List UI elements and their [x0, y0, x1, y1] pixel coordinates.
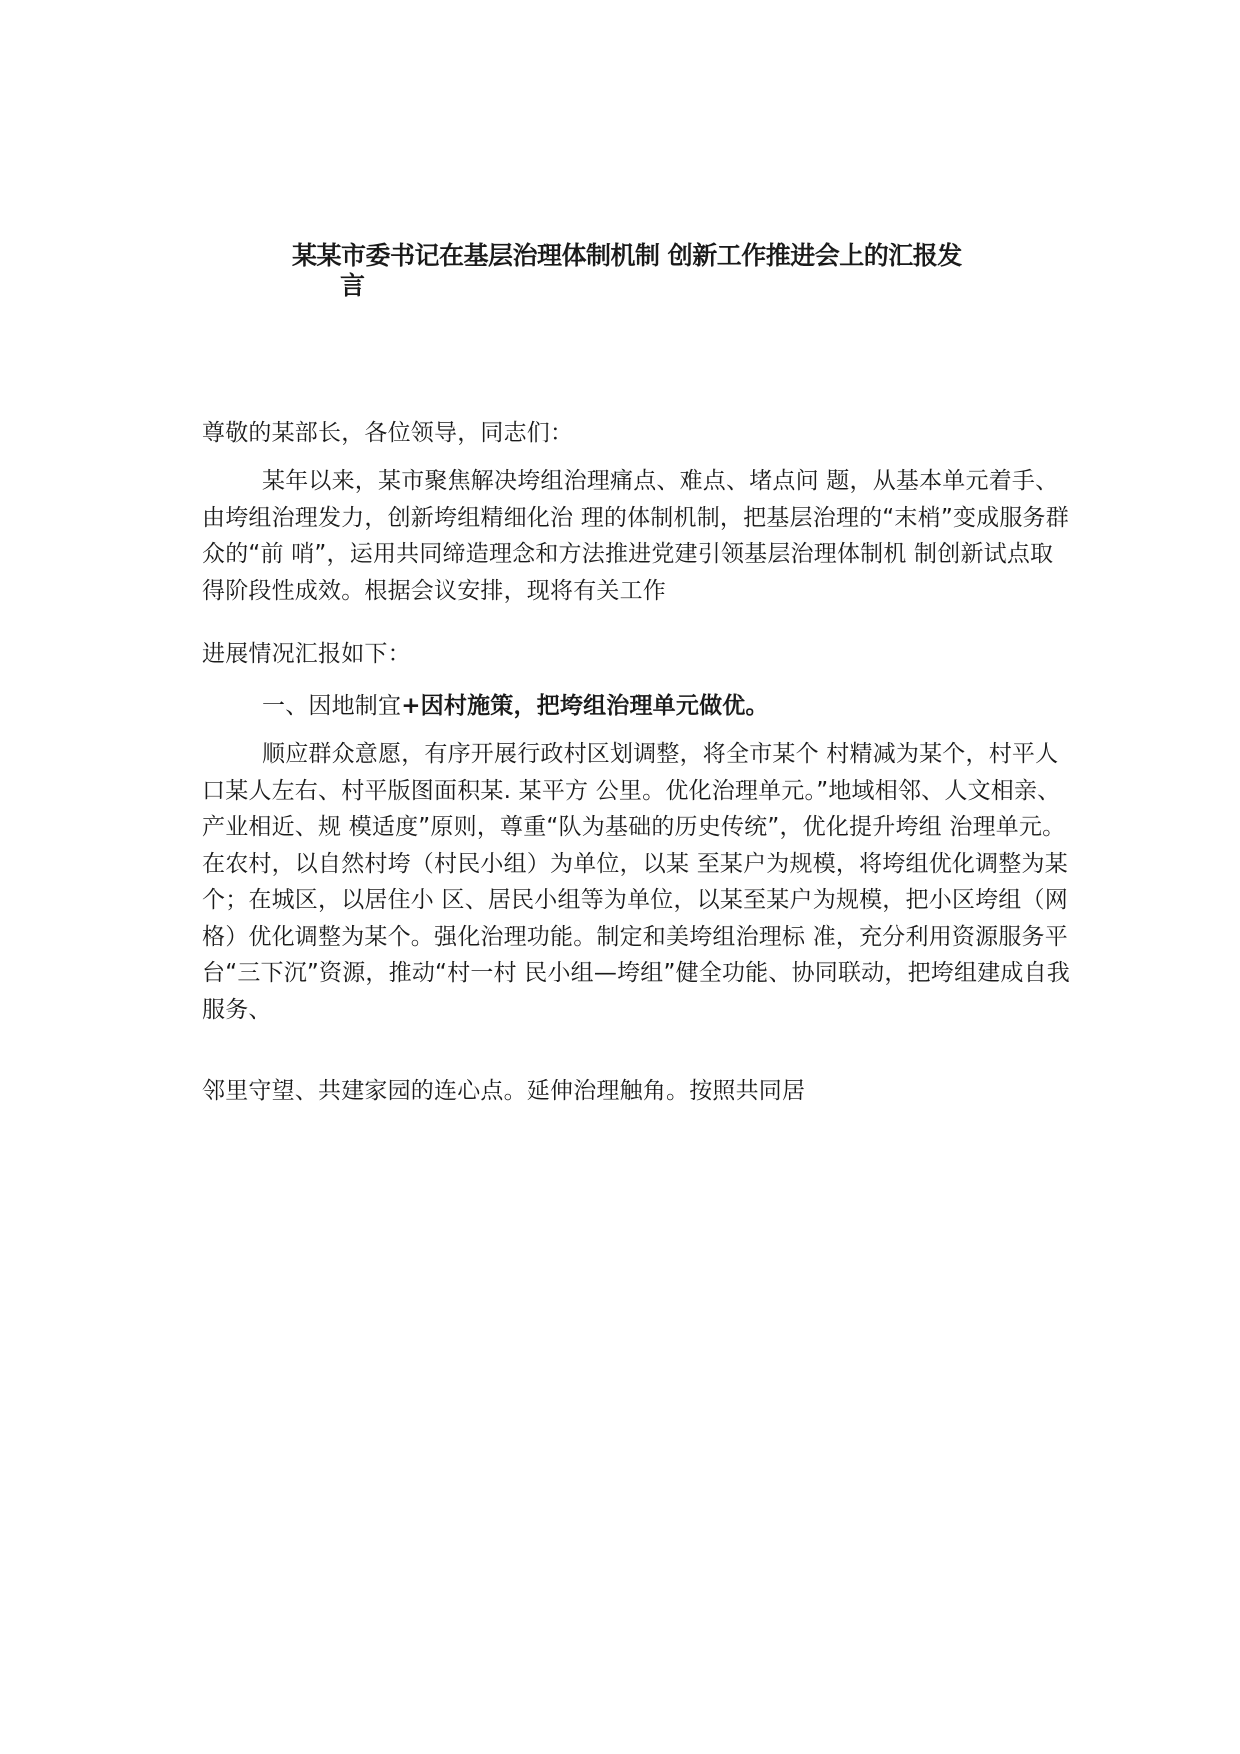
section-1-paragraph: 顺应群众意愿，有序开展行政村区划调整，将全市某个 村精减为某个，村平人口某人左右、村平版图面积某. 某平方 公里。优化治理单元。”地域相邻、人文相亲、产业相近、规 模适度”原则，尊重“队为基础的历史传统”，优化提升垮组 治理单元。在农村，以自然村垮（村民小组）为单位，以某 至某户为规模，将垮组优化调整为某个；在城区，以居住小 区、居民小组等为单位，以某至某户为规模，把小区垮组（网 格）优化调整为某个。强化治理功能。制定和美垮组治理标 准，充分利用资源服务平台“三下沉”资源，推动“村一村 民小组—垮组”健全功能、协同联动，把垮组建成自我服务、: [202, 741, 1070, 1023]
document-title-continuation: 言: [340, 271, 366, 300]
intro-paragraph: 某年以来，某市聚焦解决垮组治理痛点、难点、堵点问 题，从基本单元着手、由垮组治理发力，创新垮组精细化治 理的体制机制，把基层治理的“末梢”变成服务群众的“前 哨”，运用共同缔造理念和方法推进党建引领基层治理体制机 制创新试点取得阶段性成效。根据会议安排，现将有关工作: [202, 468, 1069, 604]
salutation: 尊敬的某部长，各位领导，同志们：: [202, 420, 574, 446]
section-1-tail: 邻里守望、共建家园的连心点。延伸治理触角。按照共同居: [202, 1078, 806, 1104]
section-heading-prefix: 一、因地制宜: [262, 693, 402, 719]
section-heading-bold: +因村施策，把垮组治理单元做优。: [401, 693, 769, 719]
document-title: 某某市委书记在基层治理体制机制 创新工作推进会上的汇报发: [292, 241, 962, 270]
intro-paragraph-tail: 进展情况汇报如下：: [202, 641, 411, 667]
section-heading-1: [202, 688, 1072, 725]
